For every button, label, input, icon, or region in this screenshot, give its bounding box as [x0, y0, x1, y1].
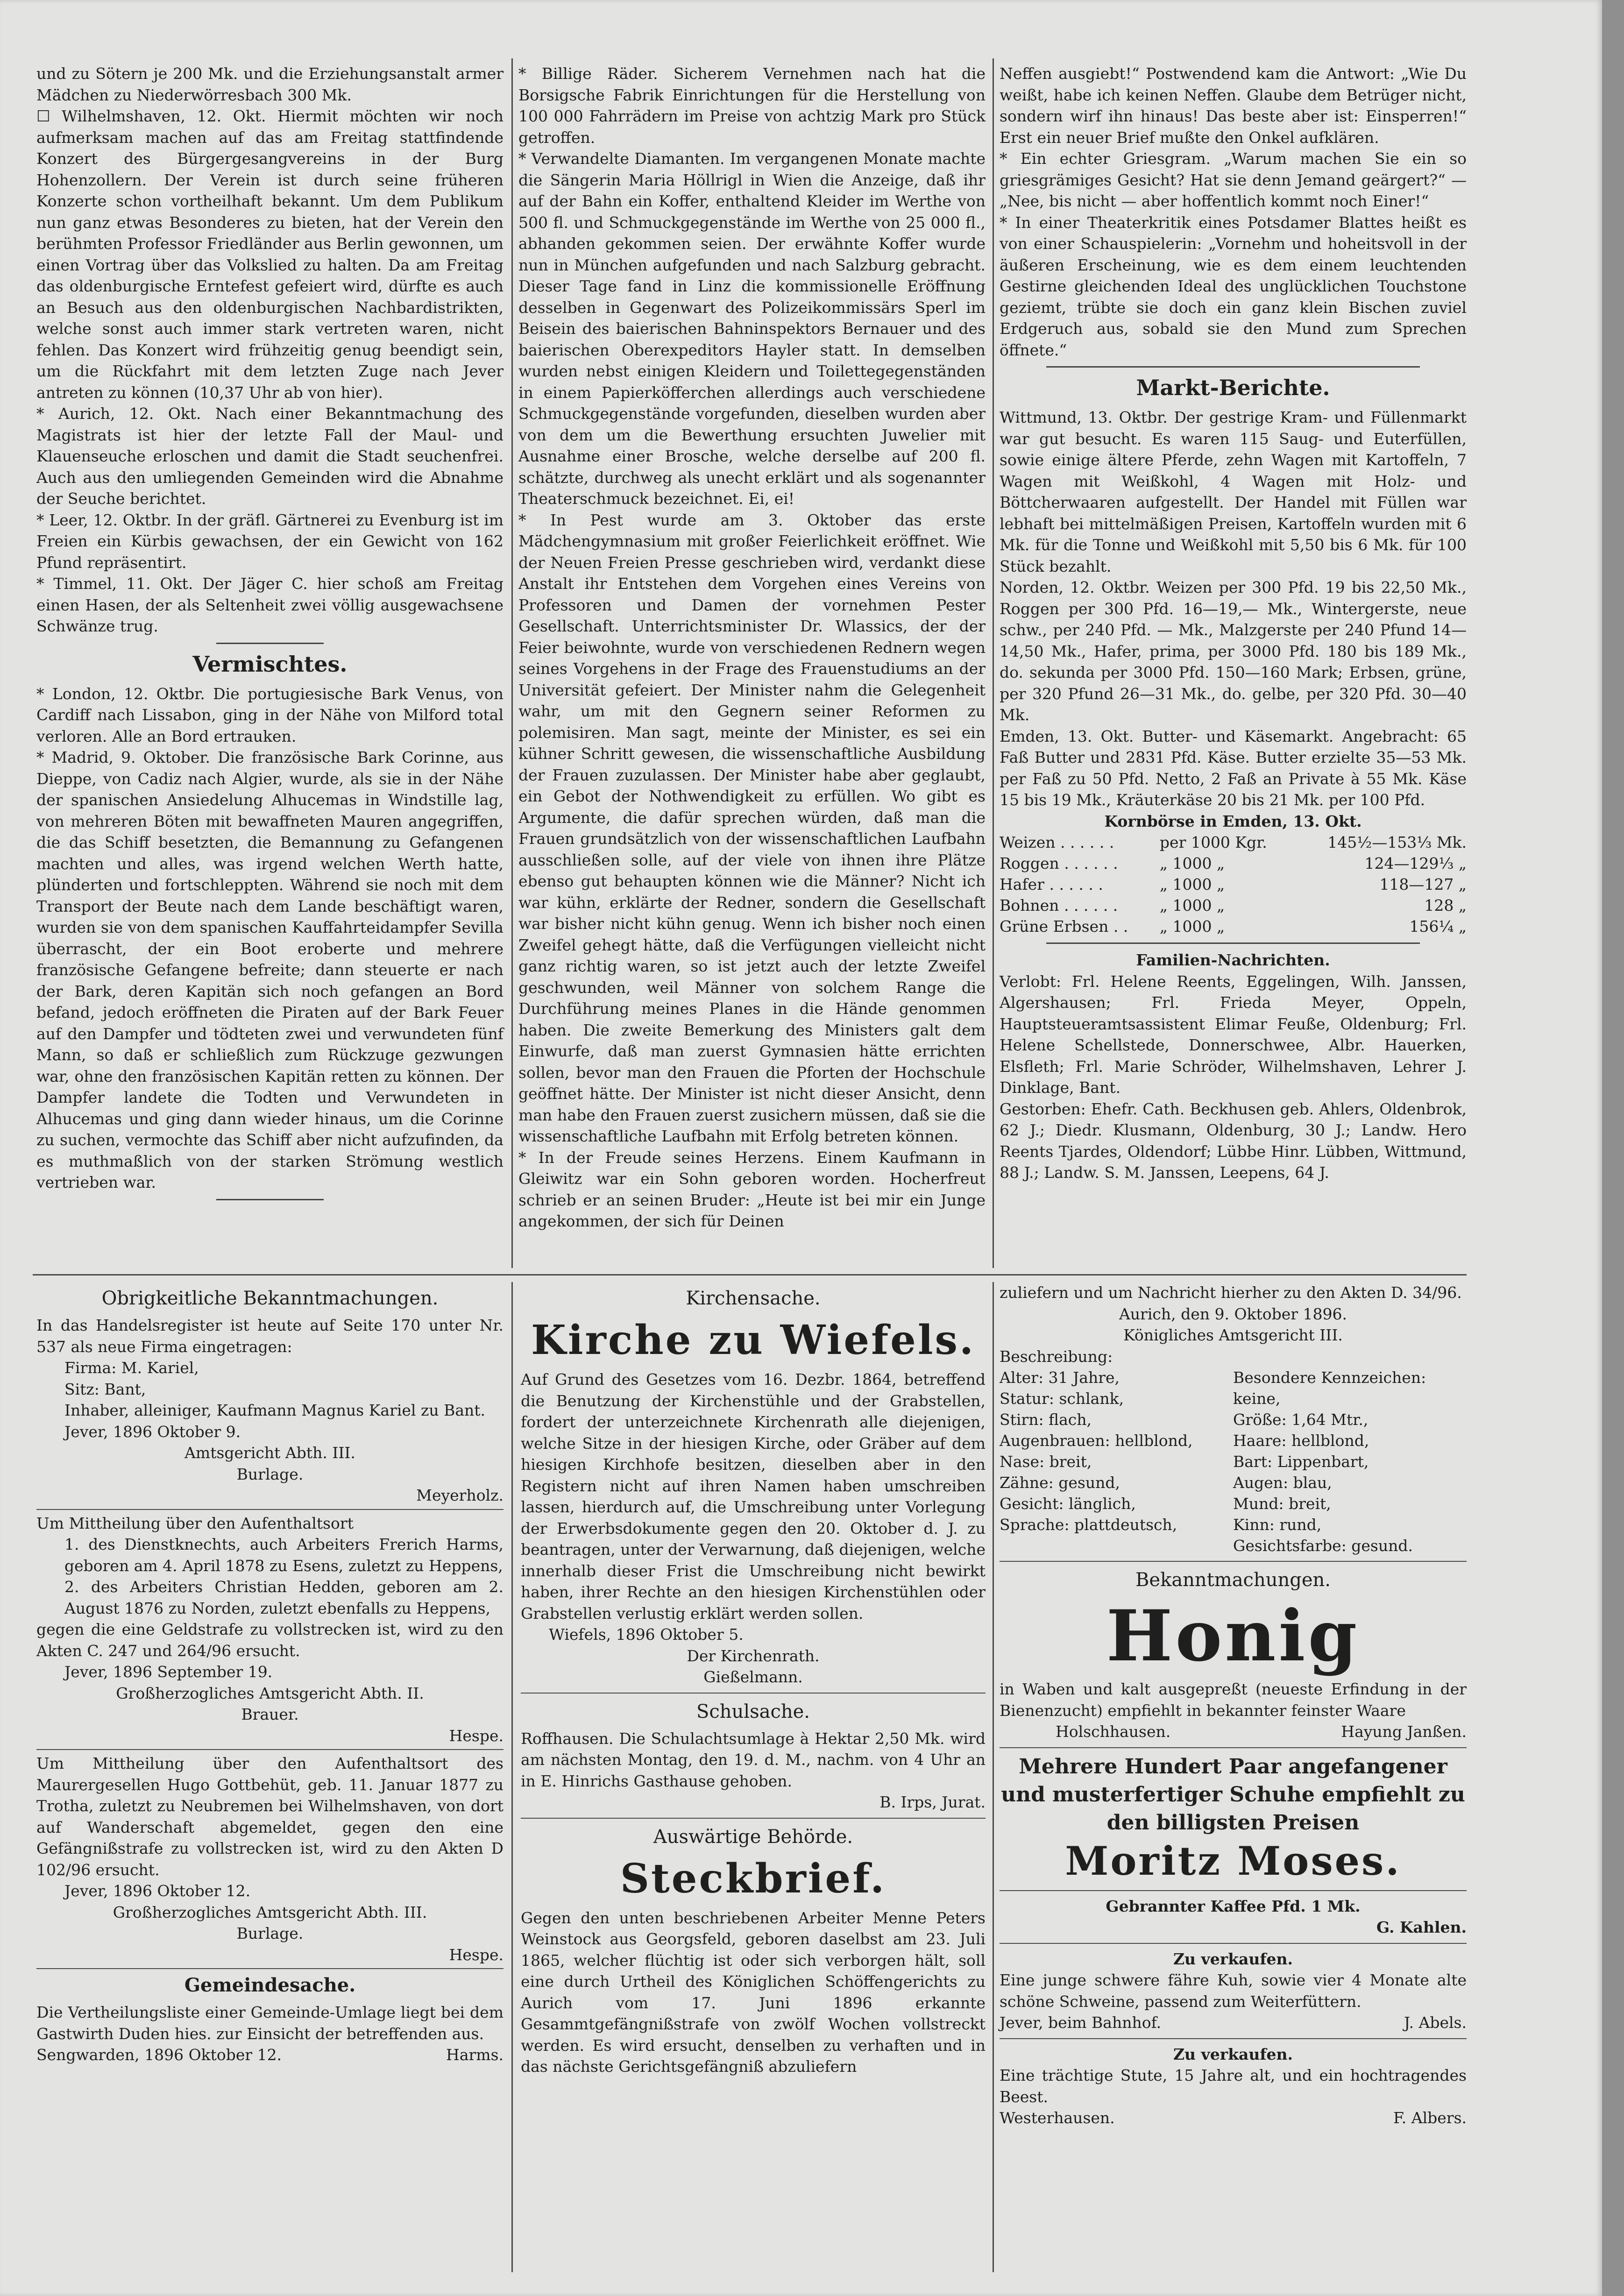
description-item: Statur: schlank,	[1000, 1389, 1124, 1408]
exchange-grain: Bohnen . . . . . .	[1000, 896, 1118, 914]
divider	[1000, 1890, 1467, 1891]
exchange-title: Kornbörse in Emden, 13. Okt.	[1104, 812, 1362, 830]
paragraph: gegen die eine Geldstrafe zu vollstrecken ist, wird zu den Akten C. 247 und 264/96 ersucht.	[36, 1620, 504, 1660]
description-item: Größe: 1,64 Mtr.,	[1233, 1410, 1369, 1429]
description-item: Gesichtsfarbe: gesund.	[1233, 1537, 1413, 1555]
gemeindesache-heading: Gemeindesache.	[184, 1974, 356, 1996]
exchange-price: 128 „	[1424, 896, 1467, 914]
shoe-ad-line: den billigsten Preisen	[1106, 1810, 1360, 1835]
description-table	[1000, 1367, 1467, 1556]
shoe-ad-line: Mehrere Hundert Paar angefangener	[1019, 1754, 1447, 1779]
behoerde-heading: Auswärtige Behörde.	[653, 1826, 853, 1848]
paragraph: und zu Sötern je 200 Mk. und die Erziehungsanstalt armer Mädchen zu Niederwörresbach 300 Mk.	[36, 64, 504, 104]
paragraph: Auf Grund des Gesetzes vom 16. Dezbr. 1864, betreffend die Benutzung der Kirchenstühle und der Grabstellen, fordert der unterzeichnete Kirchenrath alle diejenigen, welche Sitze in der hiesigen Kirche, oder Gräber auf dem hiesigen Kirchhofe besitzen, dieselben aber in den Registern nicht auf ihren Namen haben umschreiben lassen, hierdurch auf, die Umschreibung unter Vorlegung der Erwerbsdokumente gegen den 20. Oktober d. J. zu beantragen, unter der Verwarnung, daß diejenigen, welche innerhalb dieser Frist die Umschreibung nicht bewirkt haben, ihrer Rechte an den hiesigen Kirchenstühlen oder Grabstellen verlustig erklärt werden sollen.	[521, 1370, 986, 1623]
signature: Harms.	[446, 2046, 504, 2064]
exchange-price: 156¼ „	[1409, 917, 1467, 935]
notices-column-left	[36, 1282, 504, 2066]
place: Jever, beim Bahnhof.	[1000, 2013, 1162, 2032]
paragraph: zuliefern und um Nachricht hierher zu den Akten D. 34/96.	[1000, 1283, 1462, 1302]
divider	[1000, 1943, 1467, 1944]
paragraph: Um Mittheilung über den Aufenthaltsort	[36, 1514, 354, 1532]
description-left	[1000, 1367, 1233, 1556]
paragraph: Die Vertheilungsliste einer Gemeinde-Umlage liegt bei dem Gastwirth Duden hies. zur Einsicht der betreffenden aus.	[36, 2003, 504, 2043]
kirche-title: Kirche zu Wiefels.	[531, 1317, 975, 1364]
exchange-unit: „ 1000 „	[1159, 854, 1225, 872]
exchange-price: 118—127 „	[1379, 875, 1467, 893]
divider	[36, 1749, 504, 1750]
date-text: Sengwarden, 1896 Oktober 12.	[36, 2046, 282, 2064]
column-rule	[993, 1282, 994, 2272]
paragraph: * Ein echter Griesgram. „Warum machen Sie ein so griesgrämiges Gesicht? Hat sie denn Jemand geärgert?“ — „Nee, bis nicht — aber hoffentlich kommt noch Einer!“	[1000, 149, 1467, 210]
description-item: Haare: hellblond,	[1233, 1431, 1369, 1450]
divider	[1046, 366, 1420, 368]
description-item: Augen: blau,	[1233, 1474, 1332, 1492]
paragraph: * Leer, 12. Oktbr. In der gräfl. Gärtnerei zu Evenburg ist im Freien ein Kürbis gewachsen, der ein Gewicht von 162 Pfund repräsentirt.	[36, 510, 504, 572]
signature: Gießelmann.	[703, 1668, 803, 1686]
court-line: Königliches Amtsgericht III.	[1123, 1326, 1343, 1344]
description-item: Bart: Lippenbart,	[1233, 1453, 1369, 1471]
paragraph: Um Mittheilung über den Aufenthaltsort des Maurergesellen Hugo Gottbehüt, geb. 11. Januar 1877 zu Trotha, zuletzt zu Neubremen bei Wilhelmshaven, von dort auf Wanderschaft abgemeldet, gegen den eine Gefängnißstrafe zu vollstrecken ist, wird zu den Akten D 102/96 ersucht.	[36, 1754, 504, 1879]
exchange-grain: Weizen . . . . . .	[1000, 833, 1114, 851]
exchange-unit: „ 1000 „	[1159, 875, 1225, 893]
column-rule	[993, 58, 994, 1268]
paragraph: * Madrid, 9. Oktober. Die französische Bark Corinne, aus Dieppe, von Cadiz nach Algier, wurde, als sie in der Nähe der spanischen Ansiedelung Alhucemas in Windstille lag, von mehreren Böten mit bewaffneten Mauren angegriffen, die das Schiff besetzten, die Bemannung zu Gefangenen machten und alles, was irgend welchen Werth hatte, plünderten und fortschleppten. Während sie noch mit dem Transport der Beute nach dem Lande beschäftigt waren, wurden sie von dem spanischen Kauffahrteidampfer Sevilla überrascht, der ein Boot eroberte und mehrere französische Gefangene befreite; dann steuerte er nach der Bark, deren Kapitän sich noch gefangen an Bord befand, jedoch eröffneten die Piraten auf der Bark Feuer auf den Dampfer und tödteten zwei und verwundeten fünf Mann, so daß er schließlich zum Rückzuge gezwungen war, ohne den französischen Kapitän retten zu können. Der Dampfer landete die Todten und Verwundeten in Alhucemas und ging dann wieder hinaus, um die Corinne zu suchen, vermochte das Schiff aber nicht aufzufinden, da es muthmaßlich von der starken Strömung westlich vertrieben war.	[36, 748, 504, 1191]
exchange-row	[1000, 895, 1467, 916]
signature: J. Abels.	[1404, 2013, 1467, 2032]
paragraph: Verlobt: Frl. Helene Reents, Eggelingen, Wilh. Janssen, Algershausen; Frl. Frieda Meyer, Oppeln, Hauptsteueramtsassistent Elimar Feuße, Oldenburg; Frl. Helene Schellstede, Donnerschwee, Albr. Hauerken, Elsfleth; Frl. Marie Schröder, Wilhelmshaven, Lehrer J. Dinklage, Bant.	[1000, 972, 1467, 1097]
signature: Brauer.	[241, 1705, 299, 1723]
signature: B. Irps, Jurat.	[879, 1793, 986, 1811]
paragraph: * In der Freude seines Herzens. Einem Kaufmann in Gleiwitz war ein Sohn geboren worden. Hocherfreut schrieb er an seinen Bruder: „Heute ist bei mir ein Junge angekommen, der sich für Deinen	[518, 1148, 986, 1230]
column-middle	[518, 63, 986, 1232]
notices-heading: Obrigkeitliche Bekanntmachungen.	[101, 1288, 439, 1309]
court-line: Großherzogliches Amtsgericht Abth. III.	[113, 1903, 427, 1921]
description-item: keine,	[1233, 1389, 1281, 1408]
place: Westerhausen.	[1000, 2109, 1115, 2127]
paragraph: * London, 12. Oktbr. Die portugiesische Bark Venus, von Cardiff nach Lissabon, ging in der Nähe von Milford total verloren. Alle an Bord ertrauken.	[36, 684, 504, 745]
description-item: Kinn: rund,	[1233, 1516, 1322, 1534]
description-right	[1233, 1367, 1467, 1556]
signature: Hespe.	[449, 1945, 504, 1964]
paragraph: Gegen den unten beschriebenen Arbeiter Menne Peters Weinstock aus Georgsfeld, geboren daselbst am 23. Juli 1865, welcher flüchtig ist oder sich verborgen hält, soll eine durch Urtheil des Königlichen Schöffengerichts zu Aurich vom 17. Juni 1896 erkannte Gesammtgefängnißstrafe von zwölf Wochen vollstreckt werden. Es wird ersucht, denselben zu verhaften und in das nächste Gerichtsgefängniß abzuliefern	[521, 1908, 986, 2076]
paragraph: ☐ Wilhelmshaven, 12. Okt. Hiermit möchten wir noch aufmerksam machen auf das am Freitag stattfindende Konzert des Bürgergesangvereins in der Burg Hohenzollern. Der Verein ist durch seine früheren Konzerte schon vortheilhaft bekannt. Um dem Publikum nun ganz etwas Besonderes zu bieten, hat der Verein den berühmten Professor Friedländer aus Berlin gewonnen, um einen Vortrag über das Volkslied zu halten. Da am Freitag das oldenburgische Erntefest gefeiert wird, dürfte es auch an Besuch aus den oldenburgischen Nachbardistrikten, welche sonst auch immer stark vertreten waren, nicht fehlen. Das Konzert wird frühzeitig genug beendigt sein, um die Rückfahrt mit dem letzten Zuge nach Jever antreten zu können (10,37 Uhr ab von hier).	[36, 107, 504, 402]
exchange-unit: „ 1000 „	[1159, 917, 1225, 935]
signature: Hespe.	[449, 1726, 504, 1745]
divider	[36, 1968, 504, 1969]
sale-heading: Zu verkaufen.	[1173, 2045, 1293, 2063]
column-rule	[511, 1282, 513, 2272]
signature: Meyerholz.	[416, 1486, 504, 1504]
paragraph: Eine junge schwere fähre Kuh, sowie vier 4 Monate alte schöne Schweine, passend zum Weiterfüttern.	[1000, 1971, 1467, 2011]
paragraph: * Aurich, 12. Okt. Nach einer Bekanntmachung des Magistrats ist hier der letzte Fall der Maul- und Klauenseuche erloschen und damit die Stadt seuchenfrei. Auch aus den umliegenden Gemeinden wird die Abnahme der Seuche berichtet.	[36, 404, 504, 508]
paragraph: 2. des Arbeiters Christian Hedden, geboren am 2. August 1876 zu Norden, zuletzt ebenfalls zu Heppens,	[64, 1578, 504, 1617]
signature-line	[1000, 2107, 1467, 2129]
paragraph: in Waben und kalt ausgepreßt (neueste Erfindung in der Bienenzucht) empfiehlt in bekannter feinster Waare	[1000, 1680, 1467, 1720]
divider	[521, 1693, 986, 1694]
honig-title: Honig	[1106, 1595, 1360, 1677]
paragraph: * Timmel, 11. Okt. Der Jäger C. hier schoß am Freitag einen Hasen, der als Seltenheit zwei völlig ausgewachsene Schwänze trug.	[36, 574, 504, 635]
exchange-price: 145½—153⅓ Mk.	[1327, 833, 1467, 851]
notices-column-middle	[521, 1282, 986, 2077]
exchange-grain: Grüne Erbsen . .	[1000, 917, 1128, 935]
signature: Burlage.	[236, 1924, 304, 1942]
description-item: Stirn: flach,	[1000, 1410, 1092, 1429]
divider	[1000, 2038, 1467, 2039]
paragraph: Neffen ausgiebt!“ Postwendend kam die Antwort: „Wie Du weißt, habe ich keinen Neffen. Glaube dem Betrüger nicht, sondern wirf ihn hinaus! Das beste aber ist: Einsperren!“ Erst ein neuer Brief mußte den Onkel aufklären.	[1000, 64, 1467, 147]
schulsache-heading: Schulsache.	[696, 1701, 810, 1722]
sale-heading: Zu verkaufen.	[1173, 1949, 1293, 1968]
family-heading: Familien-Nachrichten.	[1136, 951, 1330, 969]
divider	[521, 1818, 986, 1819]
section-heading-vermischtes: Vermischtes.	[192, 651, 347, 677]
exchange-price: 124—129⅓ „	[1364, 854, 1467, 872]
divider	[216, 643, 324, 644]
divider	[216, 1199, 324, 1200]
steckbrief-title: Steckbrief.	[620, 1855, 886, 1902]
paragraph: * In Pest wurde am 3. Oktober das erste Mädchengymnasium mit großer Feierlichkeit eröffnet. Wie der Neuen Freien Presse geschrieben wird, verdankt diese Anstalt ihr Entstehen dem Vorgehen eines Vereins von Professoren und Damen der vornehmen Pester Gesellschaft. Unterrichtsminister Dr. Wlassics, der der Feier beiwohnte, wurde von verschiedenen Rednern wegen seines Vorgehens in der Frage des Frauenstudiums an der Universität gefeiert. Der Minister nahm die Gelegenheit wahr, um mit den Gegnern seiner Reformen zu polemisiren. Man sagt, meinte der Minister, es sei ein kühner Schritt gewesen, die wissenschaftliche Ausbildung der Frauen zuzulassen. Der Minister habe aber geglaubt, ein Gebot der Nothwendigkeit zu erfüllen. Wo gibt es Argumente, die dafür sprechen würden, daß man die Frauen grundsätzlich von der wissenschaftlichen Laufbahn ausschließen solle, auf der viele von ihnen ihre Plätze ebenso gut behaupten können wie die Männer? Nicht ich war kühn, erklärte der Redner, sondern die Gesellschaft war bisher nicht kühn genug. Wenn ich bisher noch einen Zweifel gehegt hätte, daß die Verfügungen vielleicht nicht ganz richtig waren, so ist jetzt auch der letzte Zweifel geschwunden, weil Männer von solchem Range die Durchführung meines Planes in die Hände genommen haben. Die zweite Bemerkung des Ministers galt dem Einwurfe, daß man zuerst Gymnasien hätte errichten sollen, bevor man den Frauen die Pforten der Hochschule geöffnet hätte. Der Minister ist nicht dieser Ansicht, denn man habe den Frauen zuerst zusichern müssen, daß sie die wissenschaftliche Laufbahn mit Erfolg betreten können.	[518, 510, 986, 1145]
exchange-row	[1000, 853, 1467, 874]
paragraph: * Billige Räder. Sicherem Vernehmen nach hat die Borsigsche Fabrik Einrichtungen für die Herstellung von 100 000 Fahrrädern im Preise von achtzig Mark pro Stück getroffen.	[518, 64, 986, 147]
paragraph: Inhaber, alleiniger, Kaufmann Magnus Kariel zu Bant.	[64, 1401, 486, 1419]
divider	[1000, 1747, 1467, 1748]
section-rule	[33, 1274, 1467, 1276]
kirchensache-heading: Kirchensache.	[686, 1288, 821, 1309]
divider	[1046, 942, 1420, 944]
date-line: Jever, 1896 September 19.	[64, 1663, 273, 1681]
signature: F. Albers.	[1393, 2109, 1467, 2127]
date-line: Aurich, den 9. Oktober 1896.	[1119, 1304, 1347, 1323]
description-item: Alter: 31 Jahre,	[1000, 1368, 1120, 1387]
paragraph: Norden, 12. Oktbr. Weizen per 300 Pfd. 19 bis 22,50 Mk., Roggen per 300 Pfd. 16—19,— Mk., Wintergerste, neue schw., per 240 Pfd. — Mk., Malzgerste per 240 Pfund 14—14,50 Mk., Hafer, prima, per 3000 Pfd. 180 bis 189 Mk., do. sekunda per 3000 Pfd. 150—160 Mark; Erbsen, grüne, per 320 Pfund 26—31 Mk., do. gelbe, per 320 Pfd. 30—40 Mk.	[1000, 578, 1467, 724]
paragraph: Firma: M. Kariel,	[64, 1359, 199, 1377]
section-heading-markt-berichte: Markt-Berichte.	[1136, 375, 1330, 400]
place: Holschhausen.	[1056, 1722, 1171, 1741]
description-item: Besondere Kennzeichen:	[1233, 1368, 1426, 1387]
column-left	[36, 63, 504, 1206]
paragraph: Sitz: Bant,	[64, 1380, 146, 1398]
ads-heading: Bekanntmachungen.	[1135, 1569, 1331, 1591]
divider	[1000, 1561, 1467, 1562]
moritz-moses-name: Moritz Moses.	[1065, 1837, 1401, 1884]
description-item: Gesicht: länglich,	[1000, 1495, 1136, 1513]
date-line: Jever, 1896 Oktober 9.	[64, 1422, 241, 1441]
exchange-table	[1000, 832, 1467, 937]
column-rule	[511, 58, 513, 1268]
paragraph: In das Handelsregister ist heute auf Seite 170 unter Nr. 537 als neue Firma eingetragen:	[36, 1316, 504, 1356]
exchange-unit: per 1000 Kgr.	[1159, 833, 1267, 851]
shoe-ad-line: und musterfertiger Schuhe empfiehlt zu	[1001, 1782, 1465, 1807]
date-line: Jever, 1896 Oktober 12.	[64, 1882, 251, 1900]
exchange-unit: „ 1000 „	[1159, 896, 1225, 914]
column-right	[1000, 63, 1467, 1183]
paragraph: * In einer Theaterkritik eines Potsdamer Blattes heißt es von einer Schauspielerin: „Vornehm und hoheitsvoll in der äußeren Erscheinung, wie es dem einem leuchtenden Gestirne gleichenden Ideal des unglücklichen Touchstone geziemt, trübte sie doch ein ganz klein Bischen zuviel Erdgeruch aus, sobald sie den Mund zum Sprechen öffnete.“	[1000, 213, 1467, 359]
description-item: Augenbrauen: hellblond,	[1000, 1431, 1193, 1450]
description-heading: Beschreibung:	[1000, 1347, 1113, 1366]
exchange-row	[1000, 874, 1467, 895]
date-line: Wiefels, 1896 Oktober 5.	[549, 1625, 744, 1644]
signature-line	[1000, 2012, 1467, 2034]
paragraph: Wittmund, 13. Oktbr. Der gestrige Kram- und Füllenmarkt war gut besucht. Es waren 115 Saug- und Euterfüllen, sowie einige ältere Pferde, zehn Wagen mit Kartoffeln, 7 Wagen mit Weißkohl, 4 Wagen mit Holz- und Böttcherwaaren aufgestellt. Der Handel mit Füllen war lebhaft bei mittelmäßigen Preisen, Kartoffeln wurden mit 6 Mk. für die Tonne und Weißkohl mit 5,50 bis 6 Mk. für 100 Stück bezahlt.	[1000, 408, 1467, 575]
paragraph: Emden, 13. Okt. Butter- und Käsemarkt. Angebracht: 65 Faß Butter und 2831 Pfd. Käse. Butter erzielte 35—53 Mk. per Faß zu 50 Pfd. Netto, 2 Faß an Private à 55 Mk. Käse 15 bis 19 Mk., Kräuterkäse 20 bis 21 Mk. per 100 Pfd.	[1000, 727, 1467, 809]
exchange-row	[1000, 916, 1467, 937]
paragraph: Roffhausen. Die Schulachtsumlage à Hektar 2,50 Mk. wird am nächsten Montag, den 19. d. M., nachm. von 4 Uhr an in E. Hinrichs Gasthause gehoben.	[521, 1729, 986, 1790]
signature: Hayung Janßen.	[1341, 1722, 1467, 1741]
exchange-grain: Roggen . . . . . .	[1000, 854, 1118, 872]
paragraph: Eine trächtige Stute, 15 Jahre alt, und ein hochtragendes Beest.	[1000, 2066, 1467, 2106]
exchange-row	[1000, 832, 1467, 853]
signature-line	[1000, 1721, 1467, 1743]
court-line: Großherzogliches Amtsgericht Abth. II.	[116, 1684, 424, 1702]
coffee-ad: Gebrannter Kaffee Pfd. 1 Mk.	[1106, 1897, 1361, 1915]
body-line: Der Kirchenrath.	[687, 1646, 820, 1665]
paragraph: * Verwandelte Diamanten. Im vergangenen Monate machte die Sängerin Maria Höllrigl in Wien die Anzeige, daß ihr auf der Bahn ein Koffer, enthaltend Kleider im Werthe von 500 fl. und Schmuckgegenstände im Werthe von 25 000 fl., abhanden gekommen seien. Der erwähnte Koffer wurde nun in München aufgefunden und nach Salzburg gebracht. Dieser Tage fand in Linz die kommissionelle Eröffnung desselben in Gegenwart des Polizeikommissärs Sperl im Beisein des baierischen Bahninspektors Bernauer und des baierischen Oberexpeditors Hayler statt. In demselben wurden nebst einigen Kleidern und Toilettegegenständen in einem Papierköfferchen allerdings auch verschiedene Schmuckgegenstände vorgefunden, dieselben wurden aber von dem um die Bewerthung ersuchten Juwelier mit Ausnahme einer Brosche, welche derselbe auf 200 fl. schätzte, durchweg als unecht erklärt und als sogenannter Theaterschmuck bezeichnet. Ei, ei!	[518, 149, 986, 508]
description-item: Nase: breit,	[1000, 1453, 1092, 1471]
description-item: Sprache: plattdeutsch,	[1000, 1516, 1177, 1534]
notices-column-right	[1000, 1282, 1467, 2129]
paragraph: Gestorben: Ehefr. Cath. Beckhusen geb. Ahlers, Oldenbrok, 62 J.; Diedr. Klusmann, Oldenburg, 30 J.; Landw. Hero Reents Tjardes, Oldendorf; Lübbe Hinr. Lübben, Wittmund, 88 J.; Landw. S. M. Janssen, Leepens, 64 J.	[1000, 1099, 1467, 1182]
description-item: Mund: breit,	[1233, 1495, 1331, 1513]
signature: Burlage.	[236, 1465, 304, 1483]
divider	[36, 1509, 504, 1510]
signature: G. Kahlen.	[1376, 1918, 1467, 1936]
description-item: Zähne: gesund,	[1000, 1474, 1120, 1492]
exchange-grain: Hafer . . . . . .	[1000, 875, 1103, 893]
paragraph: 1. des Dienstknechts, auch Arbeiters Frerich Harms, geboren am 4. April 1878 zu Esens, zuletzt zu Heppens,	[64, 1535, 504, 1575]
court-line: Amtsgericht Abth. III.	[184, 1444, 355, 1462]
date-line	[36, 2044, 504, 2066]
